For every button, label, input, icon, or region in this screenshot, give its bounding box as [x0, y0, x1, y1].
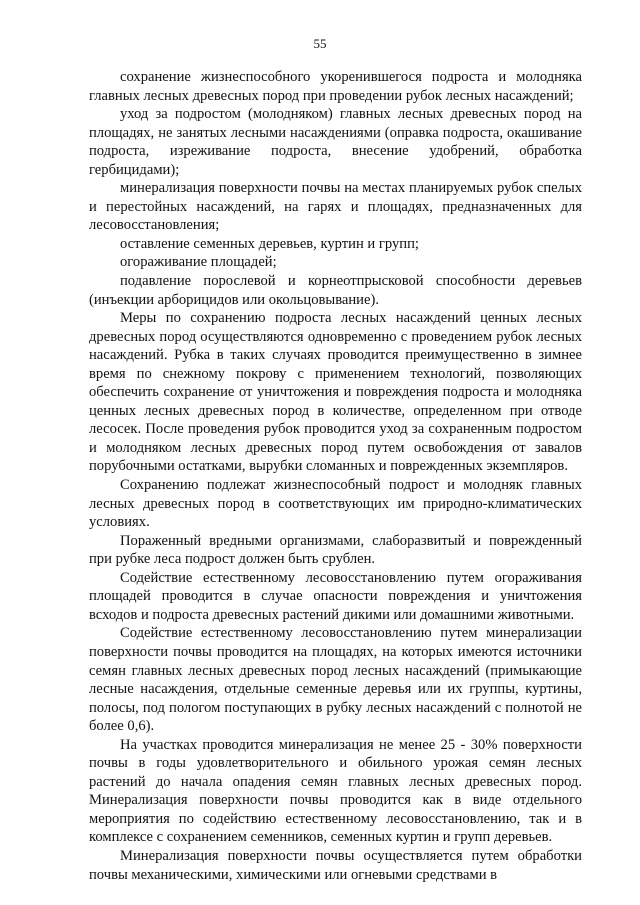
document-body	[89, 68, 582, 884]
paragraph-damaged-undergrowth: Пораженный вредными организмами, слаборазвитый и поврежденный при рубке леса подрост должен быть срублен.	[89, 532, 582, 568]
paragraph-seed-trees: оставление семенных деревьев, куртин и групп;	[120, 235, 419, 252]
paragraph-fencing-assistance: Содействие естественному лесовосстановлению путем огораживания площадей проводится в случае опасности повреждения и уничтожения всходов и подроста древесных растений дикими или домашними животными.	[89, 569, 582, 623]
paragraph-mineralization-percent: На участках проводится минерализация не менее 25 - 30% поверхности почвы в годы удовлетворительного и обильного урожая семян лесных растений до начала опадения семян главных лесных древесных пород. Минерализация поверхности почвы проводится как в виде отдельного мероприятия по содействию естественному лесовосстановлению, так и в комплексе с сохранением семенников, семенных куртин и групп деревьев.	[89, 736, 582, 846]
paragraph-soil-mineralization-item: минерализация поверхности почвы на местах планируемых рубок спелых и перестойных насаждений, на гарях и площадях, предназначенных для лесовосстановления;	[89, 180, 582, 234]
paragraph-mineralization-assistance: Содействие естественному лесовосстановлению путем минерализации поверхности почвы проводится на площадях, на которых имеются источники семян главных лесных древесных пород лесных насаждений (примыкающие лесные насаждения, отдельные семенные деревья или их группы, куртины, полосы, под пологом поступающих в рубку лесных насаждений с полнотой не более 0,6).	[89, 625, 582, 735]
paragraph-mineralization-methods: Минерализация поверхности почвы осуществляется путем обработки почвы механическими, химическими или огневыми средствами в	[89, 847, 582, 883]
paragraph-preserve-undergrowth: сохранение жизнеспособного укоренившегося подроста и молодняка главных лесных древесных пород при проведении рубок лесных насаждений;	[89, 69, 582, 104]
paragraph-coppice-suppression: подавление порослевой и корнеотпрысковой способности деревьев (инъекции арборицидов или окольцовывание).	[89, 273, 582, 308]
paragraph-fencing: огораживание площадей;	[120, 254, 277, 271]
page-number: 55	[313, 36, 327, 51]
paragraph-care-undergrowth: уход за подростом (молодняком) главных лесных древесных пород на площадях, не занятых лесными насаждениями (оправка подроста, окашивание подроста, изреживание подроста, внесение удобрений, обработка гербицидами);	[89, 106, 582, 178]
paragraph-preservation-measures: Меры по сохранению подроста лесных насаждений ценных лесных древесных пород осуществляются одновременно с проведением рубок лесных насаждений. Рубка в таких случаях проводится преимущественно в зимнее время по снежному покрову с применением технологий, позволяющих обеспечить сохранение от уничтожения и повреждения подроста и молодняка ценных лесных древесных пород в количестве, определенном при отводе лесосек. После проведения рубок проводится уход за сохраненным подростом и молодняком лесных древесных пород путем освобождения от завалов порубочными остатками, вырубки сломанных и поврежденных экземпляров.	[89, 310, 582, 475]
paragraph-preservation-subject: Сохранению подлежат жизнеспособный подрост и молодняк главных лесных древесных пород в соответствующих им природно-климатических условиях.	[89, 477, 582, 531]
